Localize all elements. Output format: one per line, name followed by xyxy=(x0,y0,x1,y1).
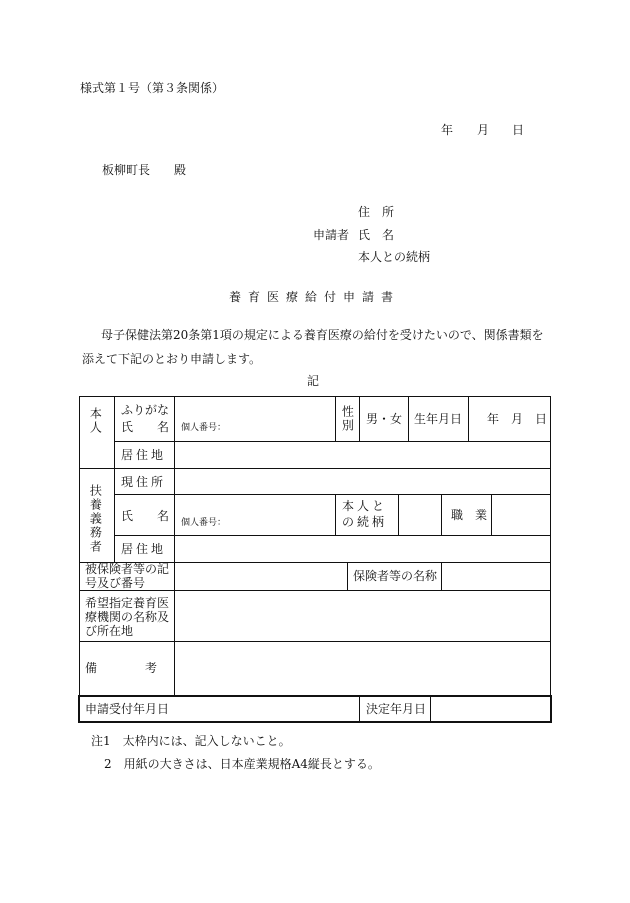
insured-label-line2: 号及び番号 xyxy=(85,576,146,590)
table-line xyxy=(114,494,551,495)
note-2: 2 用紙の大きさは、日本産業規格A4縦長とする。 xyxy=(104,757,380,771)
table-line xyxy=(491,494,492,535)
table-line xyxy=(79,396,80,696)
date-month-label: 月 xyxy=(477,123,490,137)
date-day-label: 日 xyxy=(512,123,525,137)
table-line xyxy=(441,494,442,535)
table-thick-line xyxy=(78,695,552,697)
table-line xyxy=(79,468,551,469)
table-line xyxy=(174,396,175,696)
decision-date-label: 決定年月日 xyxy=(366,702,427,716)
insured-label-line1: 被保険者等の記 xyxy=(85,562,170,576)
table-line xyxy=(335,396,336,441)
date-year-label: 年 xyxy=(441,123,454,137)
guardian-current-address-label: 現住所 xyxy=(121,475,167,489)
table-line xyxy=(468,396,469,441)
table-line xyxy=(79,641,551,642)
applicant-name-label: 氏 名 xyxy=(358,228,395,242)
table-line xyxy=(335,494,336,535)
table-line xyxy=(550,396,551,696)
sex-label: 性別 xyxy=(340,405,355,433)
table-line xyxy=(114,535,551,536)
sex-options: 男・女 xyxy=(366,412,403,426)
applicant-label: 申請者 xyxy=(313,228,350,242)
insurer-name-label: 保険者等の名称 xyxy=(353,569,438,583)
hospital-label-line3: び所在地 xyxy=(85,624,134,638)
hospital-label-line1: 希望指定養育医 xyxy=(85,596,170,610)
table-line xyxy=(408,396,409,441)
table-line xyxy=(114,396,115,562)
ki-label: 記 xyxy=(307,374,320,388)
hospital-label-line2: 療機関の名称及 xyxy=(85,610,170,624)
guardian-individual-number-label: 個人番号： xyxy=(181,518,227,528)
relation-label-line2: の続柄 xyxy=(342,515,388,529)
addressee: 板柳町長 xyxy=(102,163,151,177)
person-name-label: 氏 名 xyxy=(121,420,170,434)
table-line xyxy=(359,396,360,441)
relation-label-line1: 本人と xyxy=(342,499,388,513)
table-thick-line xyxy=(78,721,552,723)
table-line xyxy=(79,396,551,397)
remarks-label: 備 考 xyxy=(85,661,158,675)
birthdate-label: 生年月日 xyxy=(414,412,463,426)
furigana-label: ふりがな xyxy=(121,403,170,417)
table-line xyxy=(79,590,551,591)
applicant-address-label: 住 所 xyxy=(358,205,395,219)
table-line xyxy=(430,696,431,722)
guardian-label: 扶養義務者 xyxy=(88,484,103,554)
form-number: 様式第１号（第３条関係） xyxy=(80,81,225,95)
table-thick-line xyxy=(550,695,552,723)
table-line xyxy=(347,562,348,590)
person-label: 本人 xyxy=(88,407,103,435)
document-title: 養育医療給付申請書 xyxy=(229,290,401,304)
table-line xyxy=(359,696,360,722)
honorific: 殿 xyxy=(174,163,187,177)
table-line xyxy=(441,562,442,590)
person-residence-label: 居住地 xyxy=(121,448,167,462)
table-thick-line xyxy=(78,695,80,723)
note-1: 注1 太枠内には、記入しないこと。 xyxy=(91,734,291,748)
birth-month-label: 月 xyxy=(511,412,524,426)
received-date-label: 申請受付年月日 xyxy=(85,702,170,716)
guardian-residence-label: 居住地 xyxy=(121,542,167,556)
table-line xyxy=(398,494,399,535)
birth-day-label: 日 xyxy=(535,412,548,426)
birth-year-label: 年 xyxy=(487,412,500,426)
applicant-relation-label: 本人との続柄 xyxy=(358,250,431,264)
table-line xyxy=(114,441,551,442)
body-paragraph: 母子保健法第20条第1項の規定による養育医療の給付を受けたいので、関係書類を添えて下記のとおり申請します。 xyxy=(82,328,544,366)
occupation-label: 職 業 xyxy=(451,508,488,522)
person-individual-number-label: 個人番号： xyxy=(181,423,227,433)
guardian-name-label: 氏 名 xyxy=(121,509,170,523)
